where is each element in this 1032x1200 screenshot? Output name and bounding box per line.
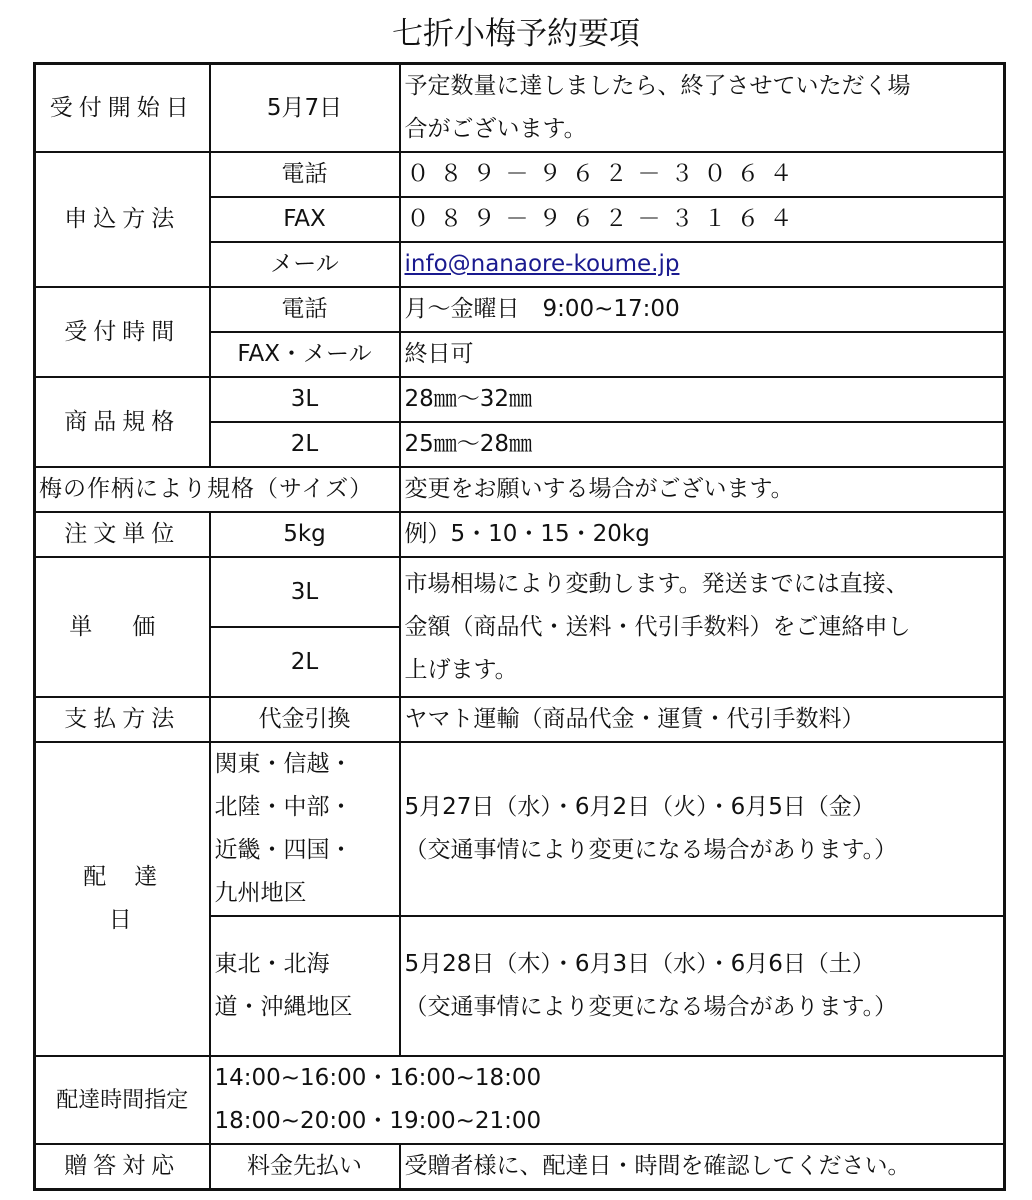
delivery-region1 (210, 742, 400, 916)
apply-phone-value: ０８９－９６２－３０６４ (400, 152, 1005, 197)
spec-note-left: 梅の作柄により規格（サイズ） (35, 467, 400, 512)
delivery-label: 配達日 (35, 742, 210, 1056)
gift-note: 受贈者様に、配達日・時間を確認してください。 (400, 1144, 1005, 1190)
row-payment (35, 697, 1005, 742)
delivery-region1-line4: 九州地区 (214, 880, 307, 906)
unit-price-label: 単価 (35, 557, 210, 697)
spec-label: 商品規格 (35, 377, 210, 467)
hours-faxmail-value: 終日可 (400, 332, 1005, 377)
reception-start-label: 受付開始日 (35, 64, 210, 153)
delivery-region1-dates: 5月27日（水）・6月2日（火）・6月5日（金） (404, 794, 875, 820)
delivery-region1-dates-cell (400, 742, 1005, 916)
delivery-region1-line2: 北陸・中部・ (214, 794, 353, 820)
payment-label: 支払方法 (35, 697, 210, 742)
row-gift (35, 1144, 1005, 1190)
order-unit-value: 5kg (210, 512, 400, 557)
delivery-region1-note: （交通事情により変更になる場合があります。） (404, 837, 898, 863)
row-price-3l (35, 557, 1005, 627)
unit-price-size1: 3L (210, 557, 400, 627)
spec-size1-value: 28㎜～32㎜ (400, 377, 1005, 422)
spec-size2-value: 25㎜～28㎜ (400, 422, 1005, 467)
unit-price-note-line1: 市場相場により変動します。発送までには直接、 (404, 570, 909, 597)
order-unit-example: 例）5・10・15・20kg (400, 512, 1005, 557)
row-spec-3l (35, 377, 1005, 422)
row-reception-start (35, 64, 1005, 153)
reception-start-note-line1: 予定数量に達しましたら、終了させていただく場 (404, 73, 911, 99)
delivery-region2 (210, 916, 400, 1056)
spec-size2-label: 2L (210, 422, 400, 467)
gift-value: 料金先払い (210, 1144, 400, 1190)
hours-phone-value: 月～金曜日 9:00~17:00 (400, 287, 1005, 332)
hours-faxmail-label: FAX・メール (210, 332, 400, 377)
reception-hours-label: 受付時間 (35, 287, 210, 377)
delivery-region2-line2: 道・沖縄地区 (214, 994, 353, 1020)
order-unit-label: 注文単位 (35, 512, 210, 557)
delivery-region1-line1: 関東・信越・ (214, 751, 353, 777)
spec-size1-label: 3L (210, 377, 400, 422)
delivery-region1-line3: 近畿・四国・ (214, 837, 353, 863)
row-spec-note (35, 467, 1005, 512)
delivery-region2-dates: 5月28日（木）・6月3日（水）・6月6日（土） (404, 951, 875, 977)
apply-method-label: 申込方法 (35, 152, 210, 287)
apply-mail-link[interactable]: info@nanaore-koume.jp (404, 251, 680, 277)
reservation-table (33, 62, 1006, 1191)
delivery-time-slots-line1: 14:00~16:00・16:00~18:00 (214, 1065, 542, 1091)
delivery-region2-dates-cell (400, 916, 1005, 1056)
apply-phone-label: 電話 (210, 152, 400, 197)
reception-start-note-line2: 合がございます。 (404, 116, 587, 142)
gift-label: 贈答対応 (35, 1144, 210, 1190)
apply-fax-value: ０８９－９６２－３１６４ (400, 197, 1005, 242)
spec-note-right: 変更をお願いする場合がございます。 (400, 467, 1005, 512)
row-delivery-time (35, 1056, 1005, 1144)
row-apply-phone (35, 152, 1005, 197)
unit-price-note (400, 557, 1005, 697)
document-title: 七折小梅予約要項 (392, 16, 640, 52)
delivery-time-label: 配達時間指定 (35, 1056, 210, 1144)
row-hours-phone (35, 287, 1005, 332)
payment-note: ヤマト運輸（商品代金・運賃・代引手数料） (400, 697, 1005, 742)
reception-start-note (400, 64, 1005, 153)
unit-price-note-line2: 金額（商品代・送料・代引手数料）をご連絡申し (404, 613, 911, 640)
unit-price-note-line3: 上げます。 (404, 656, 518, 683)
payment-value: 代金引換 (210, 697, 400, 742)
apply-mail-label: メール (210, 242, 400, 287)
reception-start-value: 5月7日 (210, 64, 400, 153)
hours-phone-label: 電話 (210, 287, 400, 332)
apply-fax-label: FAX (210, 197, 400, 242)
delivery-region2-note: （交通事情により変更になる場合があります。） (404, 994, 898, 1020)
delivery-time-slots (210, 1056, 1005, 1144)
unit-price-size2: 2L (210, 627, 400, 697)
delivery-time-slots-line2: 18:00~20:00・19:00~21:00 (214, 1108, 542, 1134)
delivery-region2-line1: 東北・北海 (214, 951, 330, 977)
apply-mail-cell (400, 242, 1005, 287)
row-order-unit (35, 512, 1005, 557)
row-delivery-region1 (35, 742, 1005, 916)
